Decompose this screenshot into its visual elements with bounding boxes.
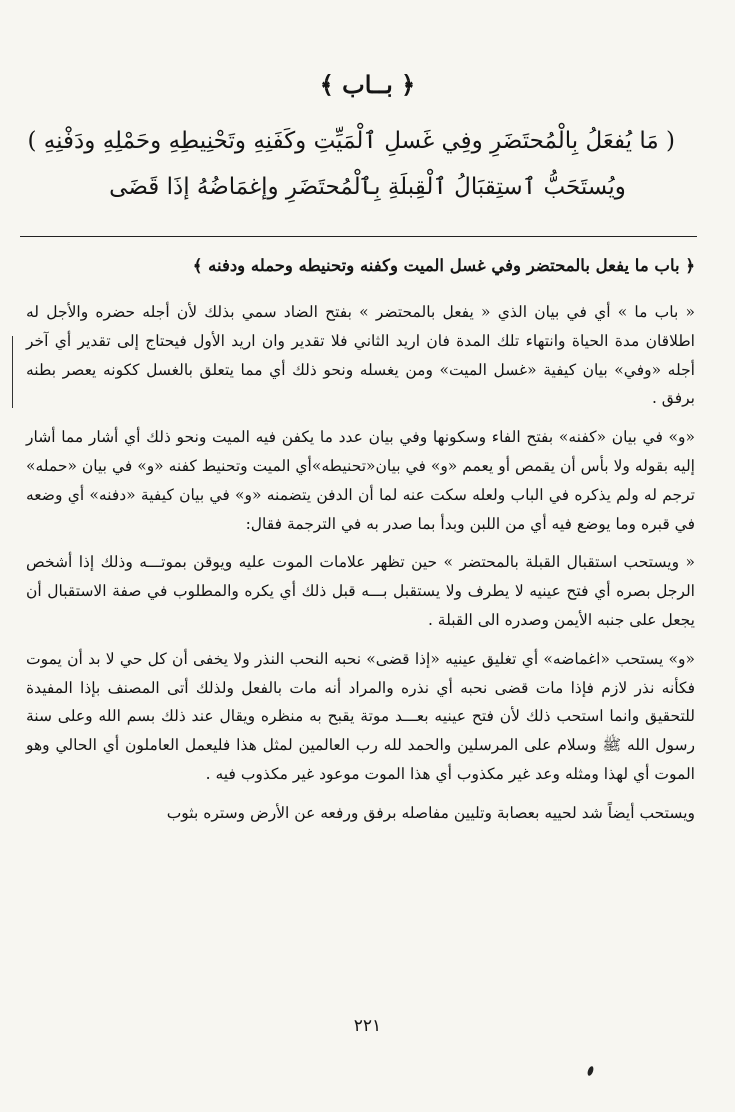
- commentary-paragraph: ويستحب أيضاً شد لحييه بعصابة وتليين مفاصله برفق ورفعه عن الأرض وستره بثوب: [166, 803, 695, 822]
- commentary-heading: ﴿ باب ما يفعل بالمحتضر وفي غسل الميت وكفنه وتحنيطه وحمله ودفنه ﴾: [192, 256, 695, 275]
- chapter-title: [27, 118, 675, 210]
- chapter-title-line-1: ( مَا يُفعَلُ بِالْمُحتَضَرِ وفِي غَسلِ ٱلْمَيِّتِ وكَفَنِهِ وتَحْنِيطِهِ وحَمْلِهِ ودَفْنِهِ ): [27, 128, 675, 154]
- commentary-paragraph: « باب ما » أي في بيان الذي « يفعل بالمحتضر » بفتح الضاد سمي بذلك لأن أجله حضره والأجل له اطلاقان مدة الحياة وانتهاء تلك المدة فان اريد الثاني فلا تقدير وان اريد الأول فيحتاج إلى تقدير أي آخر أجله «وفي» بيان كيفية «غسل الميت» ومن يغسله ونحو ذلك أي مما يتعلق بالغسل ككونه يعصر بطنه برفق .: [26, 303, 695, 408]
- commentary-paragraph: «و» في بيان «كفنه» بفتح الفاء وسكونها وفي بيان عدد ما يكفن فيه الميت ونحو ذلك أي أشار مما أشار إليه بقوله ولا بأس أن يقمص أو يعمم «و» في بيان«تحنيطه»أي الميت وتحنيط كفنه «و» في بيان «حمله» ترجم له ولم يذكره في الباب ولعله سكت عنه لما أن الدفن يتضمنه «و» في بيان كيفية «دفنه» أي وضعه في قبره وما يوضع فيه أي من اللبن وبدأ بما صدر به في الترجمة فقال:: [26, 428, 695, 533]
- page-number: ٢٢١: [353, 1016, 382, 1036]
- commentary-body: [26, 298, 695, 834]
- chapter-title-line-2: ويُستَحَبُّ ٱستِقبَالُ ٱلْقِبلَةِ بِٱلْمُحتَضَرِ وإغمَاضُهُ إذَا قَضَى: [109, 174, 626, 200]
- ink-spot: [586, 1065, 594, 1076]
- margin-line: [12, 336, 13, 408]
- commentary-paragraph: « ويستحب استقبال القبلة بالمحتضر » حين تظهر علامات الموت عليه ويوقن بموتـــه وذلك إذا أشخص الرجل بصره أي فتح عينيه لا يطرف ولا يستقبل بـــه قبل ذلك أي يكره والمطلوب في صفة الاستقبال أن يجعل على جنبه الأيمن وصدره الى القبلة .: [26, 553, 695, 629]
- commentary-paragraph: «و» يستحب «اغماضه» أي تغليق عينيه «إذا قضى» نحبه النحب النذر ولا يخفى أن كل حي لا بد أن يموت فكأنه نذر لازم فإذا مات قضى نحبه أي نذره والمراد أنه مات بالفعل ولذلك أتى المصنف بإذا المفيدة للتحقيق وانما استحب ذلك لأن فتح عينيه بعـــد موتة يقبح به منظره ويقال عند ذلك بسم الله وعلى سنة رسول الله ﷺ وسلام على المرسلين والحمد لله رب العالمين لمثل هذا فليعمل العاملون أي الحالي وهو الموت أي لهذا ومثله وعد غير مكذوب أي هذا الموت موعود غير مكذوب فيه .: [26, 649, 695, 783]
- chapter-label: ﴿ بــاب ﴾: [319, 70, 416, 99]
- separator-rule: [20, 236, 697, 237]
